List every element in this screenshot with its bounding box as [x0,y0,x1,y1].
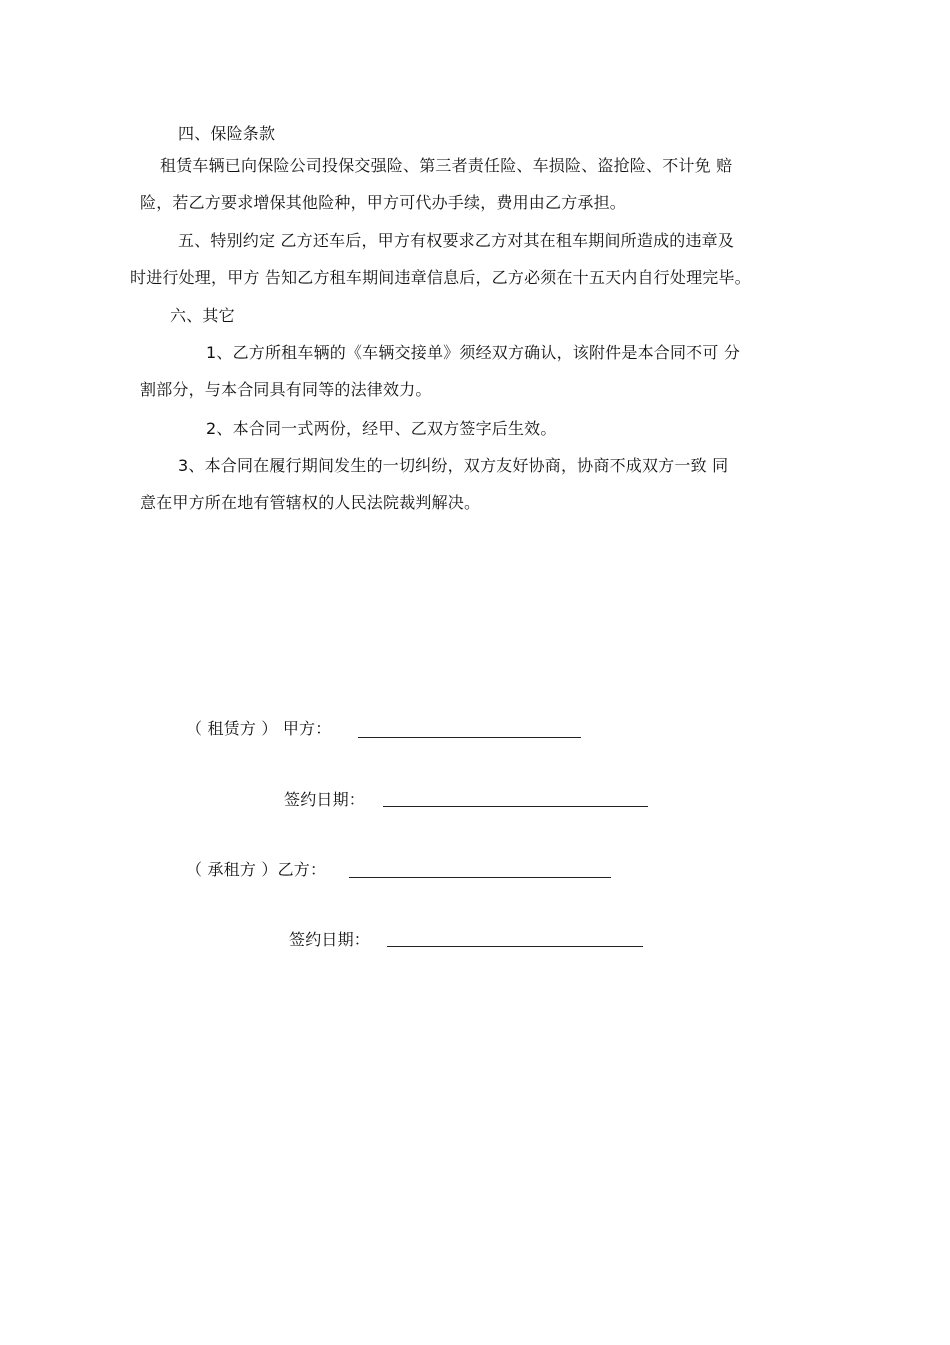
section-5-text-line-2: 时进行处理，甲方 告知乙方租车期间违章信息后，乙方必须在十五天内自行处理完毕。 [130,268,751,287]
lessee-signature-label: （ 承租方 ）乙方： [186,860,327,879]
section-5-text-line-1: 五、特别约定 乙方还车后，甲方有权要求乙方对其在租车期间所造成的违章及 [178,231,735,250]
section-6-item-3-line-1: 3、本合同在履行期间发生的一切纠纷，双方友好协商，协商不成双方一致 同 [178,456,729,475]
section-4-text-line-2: 险，若乙方要求增保其他险种，甲方可代办手续，费用由乙方承担。 [140,193,627,212]
section-4-text-line-1: 租赁车辆已向保险公司投保交强险、第三者责任险、车损险、盗抢险、不计免 赔 [160,156,733,175]
section-6-item-2: 2、本合同一式两份，经甲、乙双方签字后生效。 [206,419,557,438]
section-6-item-1-line-2: 割部分，与本合同具有同等的法律效力。 [140,380,432,399]
section-6-heading: 六、其它 [170,306,235,325]
lessor-signature-label: （ 租赁方 ） 甲方： [186,719,332,738]
section-6-item-1-line-1: 1、乙方所租车辆的《车辆交接单》须经双方确认，该附件是本合同不可 分 [206,343,741,362]
section-4-heading: 四、保险条款 [178,124,276,143]
section-6-item-3-line-2: 意在甲方所在地有管辖权的人民法院裁判解决。 [140,493,481,512]
lessor-signature-blank [358,737,581,738]
lessee-date-label: 签约日期： [289,930,371,949]
lessee-signature-blank [349,877,611,878]
lessor-date-blank [383,806,648,807]
lessor-date-label: 签约日期： [284,790,366,809]
lessee-date-blank [387,946,643,947]
